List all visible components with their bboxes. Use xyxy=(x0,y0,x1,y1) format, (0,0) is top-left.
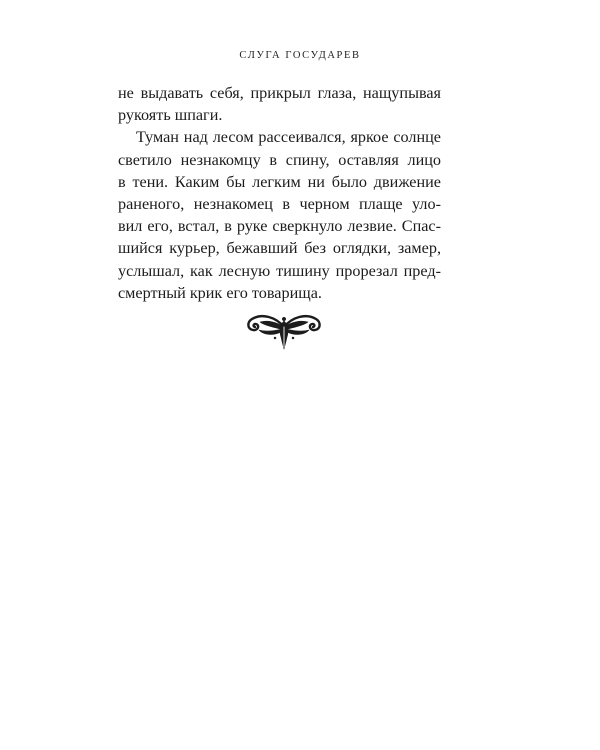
text-line: Туман над лесом рассеивался, яркое солнце xyxy=(136,128,441,147)
body-text xyxy=(118,82,441,304)
text-line: рукоять шпаги. xyxy=(118,106,223,125)
paragraph-1 xyxy=(118,82,441,126)
running-head: СЛУГА ГОСУДАРЕВ xyxy=(239,50,361,61)
text-line: не выдавать себя, прикрыл глаза, нащупывая xyxy=(118,84,441,102)
text-line: смертный крик его товарища. xyxy=(118,283,322,302)
text-line: услышал, как лесную тишину прорезал пред- xyxy=(118,261,441,280)
text-line: раненого, незнакомец в черном плаще уло- xyxy=(118,195,441,214)
text-line: вил его, встал, в руке сверкнуло лезвие. Спас- xyxy=(118,217,441,236)
floral-ornament-icon xyxy=(244,307,324,353)
text-line: в тени. Каким бы легким ни было движение xyxy=(118,172,441,191)
text-line: шийся курьер, бежавший без оглядки, замер, xyxy=(118,239,441,258)
paragraph-2 xyxy=(118,126,441,304)
text-line: светило незнакомцу в спину, оставляя лицо xyxy=(118,150,441,169)
